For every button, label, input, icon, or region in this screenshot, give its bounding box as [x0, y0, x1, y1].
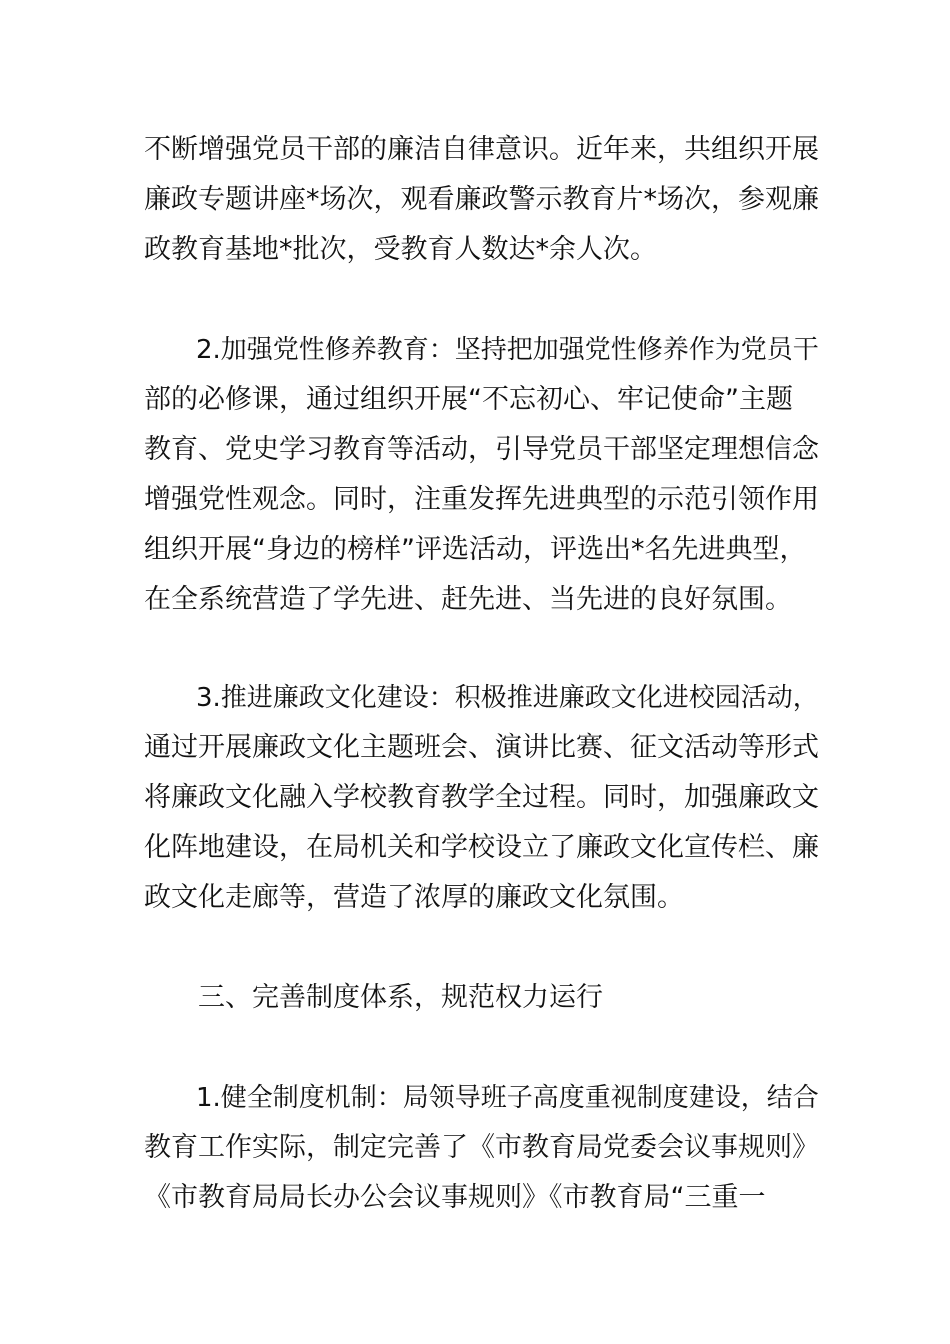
text-line: 3.推进廉政文化建设：积极推进廉政文化进校园活动，: [144, 683, 819, 713]
text-line: 政文化走廊等，营造了浓厚的廉政文化氛围。: [144, 882, 684, 913]
text-line: 通过开展廉政文化主题班会、演讲比赛、征文活动等形式: [144, 732, 819, 763]
text-line: 在全系统营造了学先进、赶先进、当先进的良好氛围。: [144, 584, 792, 615]
text-line: 教育工作实际，制定完善了《市教育局党委会议事规则》: [144, 1132, 819, 1163]
text-line: 组织开展“身边的榜样”评选活动，评选出*名先进典型，: [144, 534, 807, 565]
text-line: 将廉政文化融入学校教育教学全过程。同时，加强廉政文: [144, 782, 819, 813]
text-line: 2.加强党性修养教育：坚持把加强党性修养作为党员干: [144, 335, 819, 365]
text-line: 不断增强党员干部的廉洁自律意识。近年来，共组织开展: [144, 134, 819, 165]
text-line: 化阵地建设，在局机关和学校设立了廉政文化宣传栏、廉: [144, 832, 819, 863]
text-line: 部的必修课，通过组织开展“不忘初心、牢记使命”主题: [144, 384, 793, 415]
text-line: 政教育基地*批次，受教育人数达*余人次。: [144, 234, 657, 265]
text-line: 《市教育局局长办公会议事规则》《市教育局“三重一: [144, 1182, 766, 1213]
text-line: 廉政专题讲座*场次，观看廉政警示教育片*场次，参观廉: [144, 184, 819, 215]
section-heading: 三、完善制度体系，规范权力运行: [144, 982, 603, 1013]
text-line: 增强党性观念。同时，注重发挥先进典型的示范引领作用: [144, 484, 819, 515]
text-line: 1.健全制度机制：局领导班子高度重视制度建设，结合: [144, 1083, 819, 1113]
text-line: 教育、党史学习教育等活动，引导党员干部坚定理想信念: [144, 434, 819, 465]
